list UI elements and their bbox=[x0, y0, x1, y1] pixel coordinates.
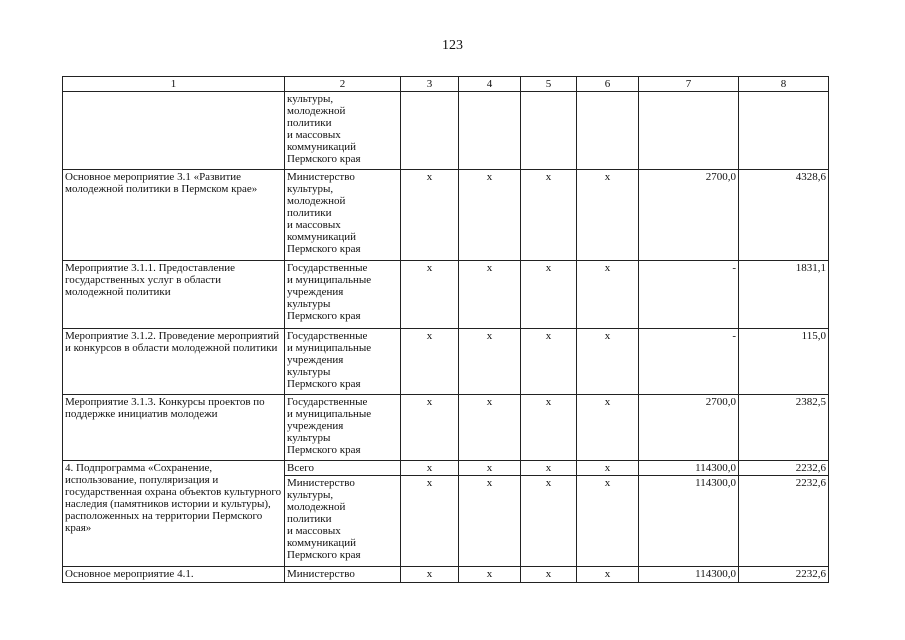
value-cell: х bbox=[521, 170, 577, 261]
event-cell: Мероприятие 3.1.1. Предоставление государственных услуг в области молодежной политики bbox=[63, 261, 285, 329]
value-cell: 1831,1 bbox=[739, 261, 829, 329]
value-cell bbox=[639, 92, 739, 170]
header-cell: 1 bbox=[63, 77, 285, 92]
event-cell: Мероприятие 3.1.2. Проведение мероприятий и конкурсов в области молодежной политики bbox=[63, 329, 285, 395]
value-cell: 2232,6 bbox=[739, 567, 829, 583]
executor-line: Министерство bbox=[287, 477, 355, 489]
header-cell: 2 bbox=[285, 77, 401, 92]
table-row bbox=[63, 567, 829, 583]
executor-line: Пермского края bbox=[287, 310, 361, 322]
value-cell: х bbox=[577, 261, 639, 329]
executor-line: молодежной bbox=[287, 195, 346, 207]
header-cell: 7 bbox=[639, 77, 739, 92]
value-cell: х bbox=[459, 170, 521, 261]
value-cell: х bbox=[401, 170, 459, 261]
value-cell: х bbox=[577, 170, 639, 261]
header-cell: 6 bbox=[577, 77, 639, 92]
event-cell: Основное мероприятие 4.1. bbox=[63, 567, 285, 583]
executor-cell bbox=[285, 261, 401, 329]
executor-line: культуры bbox=[287, 432, 331, 444]
page-number: 123 bbox=[442, 38, 463, 53]
event-cell: Основное мероприятие 3.1 «Развитие молодежной политики в Пермском крае» bbox=[63, 170, 285, 261]
value-cell: х bbox=[521, 476, 577, 567]
executor-line: Всего bbox=[287, 462, 314, 474]
executor-cell bbox=[285, 395, 401, 461]
executor-line: культуры bbox=[287, 298, 331, 310]
executor-line: коммуникаций bbox=[287, 537, 356, 549]
value-cell: х bbox=[401, 476, 459, 567]
event-cell bbox=[63, 92, 285, 170]
executor-line: молодежной bbox=[287, 501, 346, 513]
executor-line: учреждения bbox=[287, 354, 344, 366]
value-cell: х bbox=[577, 476, 639, 567]
subprogram-title-cell: 4. Подпрограмма «Сохранение, использование, популяризация и государственная охрана объектов культурного наследия (памятников истории и культуры), расположенных на территории Пермского края» bbox=[63, 461, 285, 567]
value-cell: х bbox=[577, 461, 639, 476]
value-cell: - bbox=[639, 261, 739, 329]
value-cell: х bbox=[521, 461, 577, 476]
executor-line: Пермского края bbox=[287, 153, 361, 165]
header-cell: 8 bbox=[739, 77, 829, 92]
value-cell: - bbox=[639, 329, 739, 395]
value-cell: х bbox=[401, 261, 459, 329]
executor-line: Пермского края bbox=[287, 378, 361, 390]
subprogram-total-row bbox=[63, 461, 829, 476]
executor-line: коммуникаций bbox=[287, 141, 356, 153]
executor-cell bbox=[285, 461, 401, 476]
executor-line: и массовых bbox=[287, 219, 341, 231]
value-cell: х bbox=[459, 567, 521, 583]
executor-line: Государственные bbox=[287, 396, 368, 408]
table-row bbox=[63, 329, 829, 395]
executor-line: молодежной bbox=[287, 105, 346, 117]
executor-line: культуры bbox=[287, 366, 331, 378]
executor-line: политики bbox=[287, 513, 332, 525]
executor-line: Министерство bbox=[287, 171, 355, 183]
value-cell bbox=[459, 92, 521, 170]
header-cell: 5 bbox=[521, 77, 577, 92]
budget-table bbox=[62, 76, 829, 583]
executor-line: и массовых bbox=[287, 129, 341, 141]
executor-cell bbox=[285, 170, 401, 261]
executor-line: политики bbox=[287, 207, 332, 219]
value-cell: 2232,6 bbox=[739, 461, 829, 476]
value-cell: 2382,5 bbox=[739, 395, 829, 461]
executor-line: Пермского края bbox=[287, 549, 361, 561]
executor-line: политики bbox=[287, 117, 332, 129]
value-cell: х bbox=[521, 567, 577, 583]
value-cell: х bbox=[401, 567, 459, 583]
executor-line: Министерство bbox=[287, 568, 355, 580]
executor-cell bbox=[285, 567, 401, 583]
executor-line: учреждения bbox=[287, 420, 344, 432]
executor-line: Государственные bbox=[287, 262, 368, 274]
value-cell: 2700,0 bbox=[639, 170, 739, 261]
executor-line: и муниципальные bbox=[287, 274, 372, 286]
header-cell: 4 bbox=[459, 77, 521, 92]
value-cell: 2232,6 bbox=[739, 476, 829, 567]
header-cell: 3 bbox=[401, 77, 459, 92]
value-cell: х bbox=[577, 567, 639, 583]
value-cell: х bbox=[577, 329, 639, 395]
executor-line: Пермского края bbox=[287, 243, 361, 255]
table-row bbox=[63, 395, 829, 461]
executor-cell bbox=[285, 476, 401, 567]
executor-line: и муниципальные bbox=[287, 342, 372, 354]
value-cell bbox=[739, 92, 829, 170]
executor-line: и массовых bbox=[287, 525, 341, 537]
executor-line: коммуникаций bbox=[287, 231, 356, 243]
executor-line: культуры, bbox=[287, 183, 334, 195]
value-cell: х bbox=[459, 476, 521, 567]
value-cell: 115,0 bbox=[739, 329, 829, 395]
executor-line: Пермского края bbox=[287, 444, 361, 456]
executor-line: Государственные bbox=[287, 330, 368, 342]
value-cell: х bbox=[521, 261, 577, 329]
value-cell: х bbox=[401, 461, 459, 476]
header-row bbox=[63, 77, 829, 92]
executor-line: учреждения bbox=[287, 286, 344, 298]
value-cell: 114300,0 bbox=[639, 476, 739, 567]
value-cell: 4328,6 bbox=[739, 170, 829, 261]
table-row bbox=[63, 261, 829, 329]
value-cell: х bbox=[459, 395, 521, 461]
executor-line: культуры, bbox=[287, 93, 334, 105]
value-cell: х bbox=[401, 395, 459, 461]
table-row bbox=[63, 170, 829, 261]
value-cell: х bbox=[459, 261, 521, 329]
value-cell: х bbox=[401, 329, 459, 395]
value-cell: х bbox=[459, 461, 521, 476]
executor-cell bbox=[285, 329, 401, 395]
value-cell: х bbox=[459, 329, 521, 395]
executor-line: и муниципальные bbox=[287, 408, 372, 420]
value-cell bbox=[401, 92, 459, 170]
executor-line: культуры, bbox=[287, 489, 334, 501]
value-cell: х bbox=[521, 329, 577, 395]
value-cell: 2700,0 bbox=[639, 395, 739, 461]
value-cell: х bbox=[521, 395, 577, 461]
value-cell bbox=[521, 92, 577, 170]
executor-cell bbox=[285, 92, 401, 170]
event-cell: Мероприятие 3.1.3. Конкурсы проектов по поддержке инициатив молодежи bbox=[63, 395, 285, 461]
table-row bbox=[63, 92, 829, 170]
value-cell: 114300,0 bbox=[639, 461, 739, 476]
value-cell bbox=[577, 92, 639, 170]
value-cell: х bbox=[577, 395, 639, 461]
value-cell: 114300,0 bbox=[639, 567, 739, 583]
